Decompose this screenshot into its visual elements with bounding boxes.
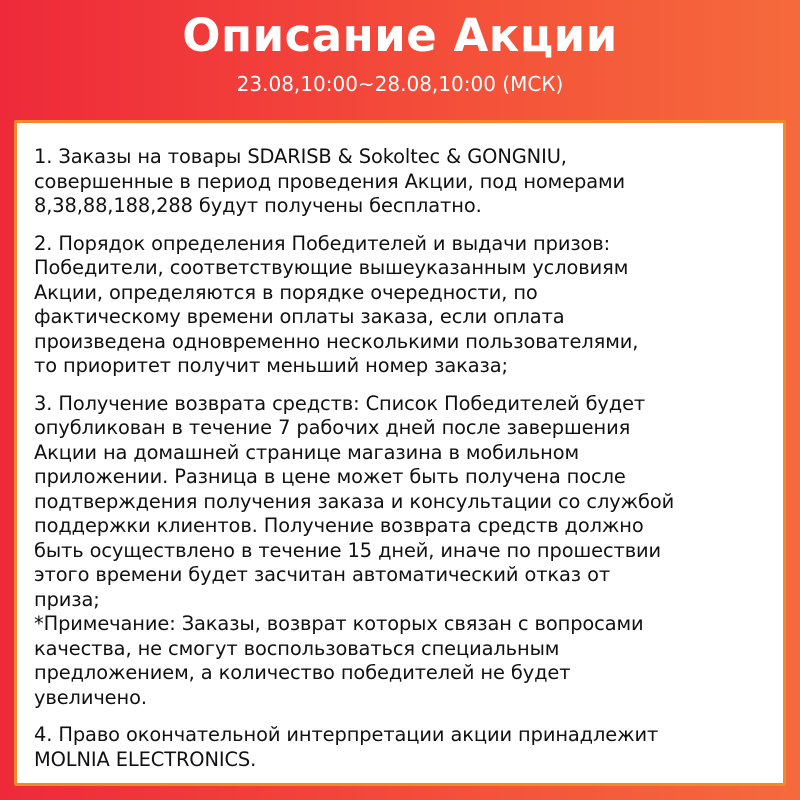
- rule-item: 2. Порядок определения Победителей и выдачи призов: Победители, соответствующие вышеуказанным условиям Акции, определяются в порядке очередности, по фактическому времени оплаты заказа, если оплата произведена одновременно несколькими пользователями, то приоритет получит меньший номер заказа;: [34, 231, 639, 377]
- page-title: Описание Акции: [182, 9, 618, 62]
- header-banner: [0, 0, 800, 118]
- rules-list: [34, 145, 782, 785]
- promo-period: 23.08,10:00~28.08,10:00 (МСК): [236, 72, 564, 96]
- rule-item: 1. Заказы на товары SDARISB & Sokoltec & GONGNIU, совершенные в период проведения Акции, под номерами 8,38,88,188,288 будут получены бесплатно.: [34, 145, 626, 217]
- rule-item: 3. Получение возврата средств: Список Победителей будет опубликован в течение 7 рабочих дней после завершения Акции на домашней странице магазина в мобильном приложении. Разница в цене может быть получена после подтверждения получения заказа и консультации со службой поддержки клиентов. Получение возврата средств должно быть осуществлено в течение 15 дней, иначе по прошествии этого времени будет засчитан автоматический отказ от приза; *Примечание: Заказы, возврат которых связан с вопросами качества, не смогут воспользоваться специальным предложением, а количество победителей не будет увеличено.: [34, 391, 675, 709]
- rule-item: 4. Право окончательной интерпретации акции принадлежит MOLNIA ELECTRONICS.: [34, 723, 659, 771]
- rules-card: [14, 120, 786, 786]
